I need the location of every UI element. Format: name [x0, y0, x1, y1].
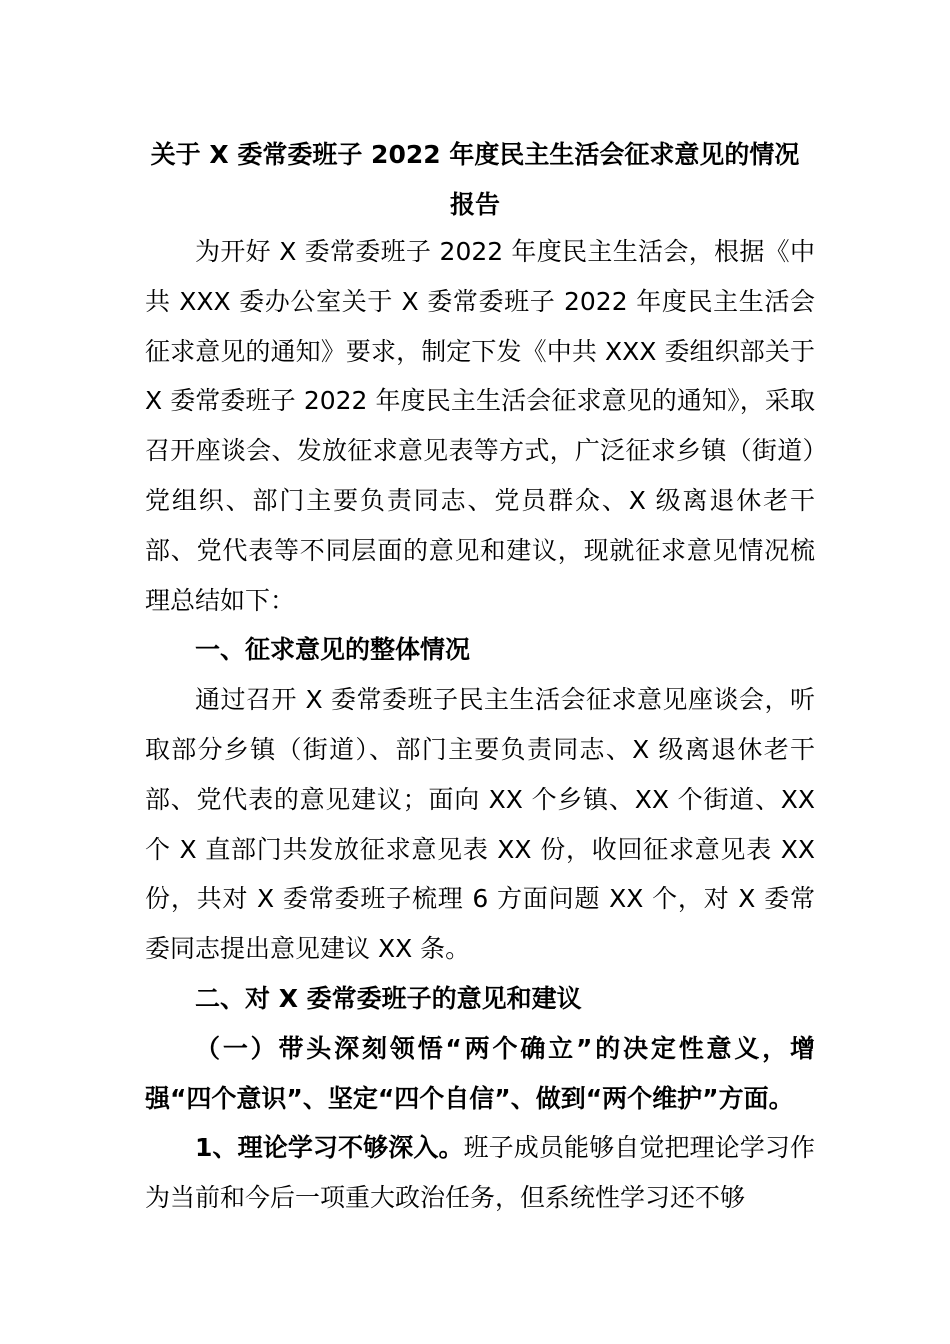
intro-paragraph: 为开好 X 委常委班子 2022 年度民主生活会，根据《中共 XXX 委办公室关于 X 委常委班子 2022 年度民主生活会征求意见的通知》要求，制定下发《中共 XXX 委组织部关于 X 委常委班子 2022 年度民主生活会征求意见的通知》，采取召开座谈会、发放征求意见表等方式，广泛征求乡镇（街道）党组织、部门主要负责同志、党员群众、X 级离退休老干部、党代表等不同层面的意见和建议，现就征求意见情况梳理总结如下： — [145, 237, 815, 615]
item-1-body: 班子成员能够自觉把理论学习作为当前和今后一项重大政治任务，但系统性学习还不够 — [145, 1133, 815, 1213]
section-2-heading: 二、对 X 委常委班子的意见和建议 — [195, 983, 582, 1013]
document-body — [145, 227, 815, 1223]
item-1-lead: 1、理论学习不够深入。 — [195, 1133, 464, 1163]
section-1-paragraph: 通过召开 X 委常委班子民主生活会征求意见座谈会，听取部分乡镇（街道）、部门主要负责同志、X 级离退休老干部、党代表的意见建议；面向 XX 个乡镇、XX 个街道、XX 个 X 直部门共发放征求意见表 XX 份，收回征求意见表 XX 份，共对 X 委常委班子梳理 6 方面问题 XX 个，对 X 委常委同志提出意见建议 XX 条。 — [145, 685, 815, 964]
subsection-1-heading: （一）带头深刻领悟“两个确立”的决定性意义，增强“四个意识”、坚定“四个自信”、做到“两个维护”方面。 — [145, 1033, 815, 1113]
section-1-heading: 一、征求意见的整体情况 — [195, 635, 471, 665]
item-1-paragraph — [145, 1123, 815, 1223]
document-title: 关于 X 委常委班子 2022 年度民主生活会征求意见的情况报告 — [150, 140, 800, 219]
